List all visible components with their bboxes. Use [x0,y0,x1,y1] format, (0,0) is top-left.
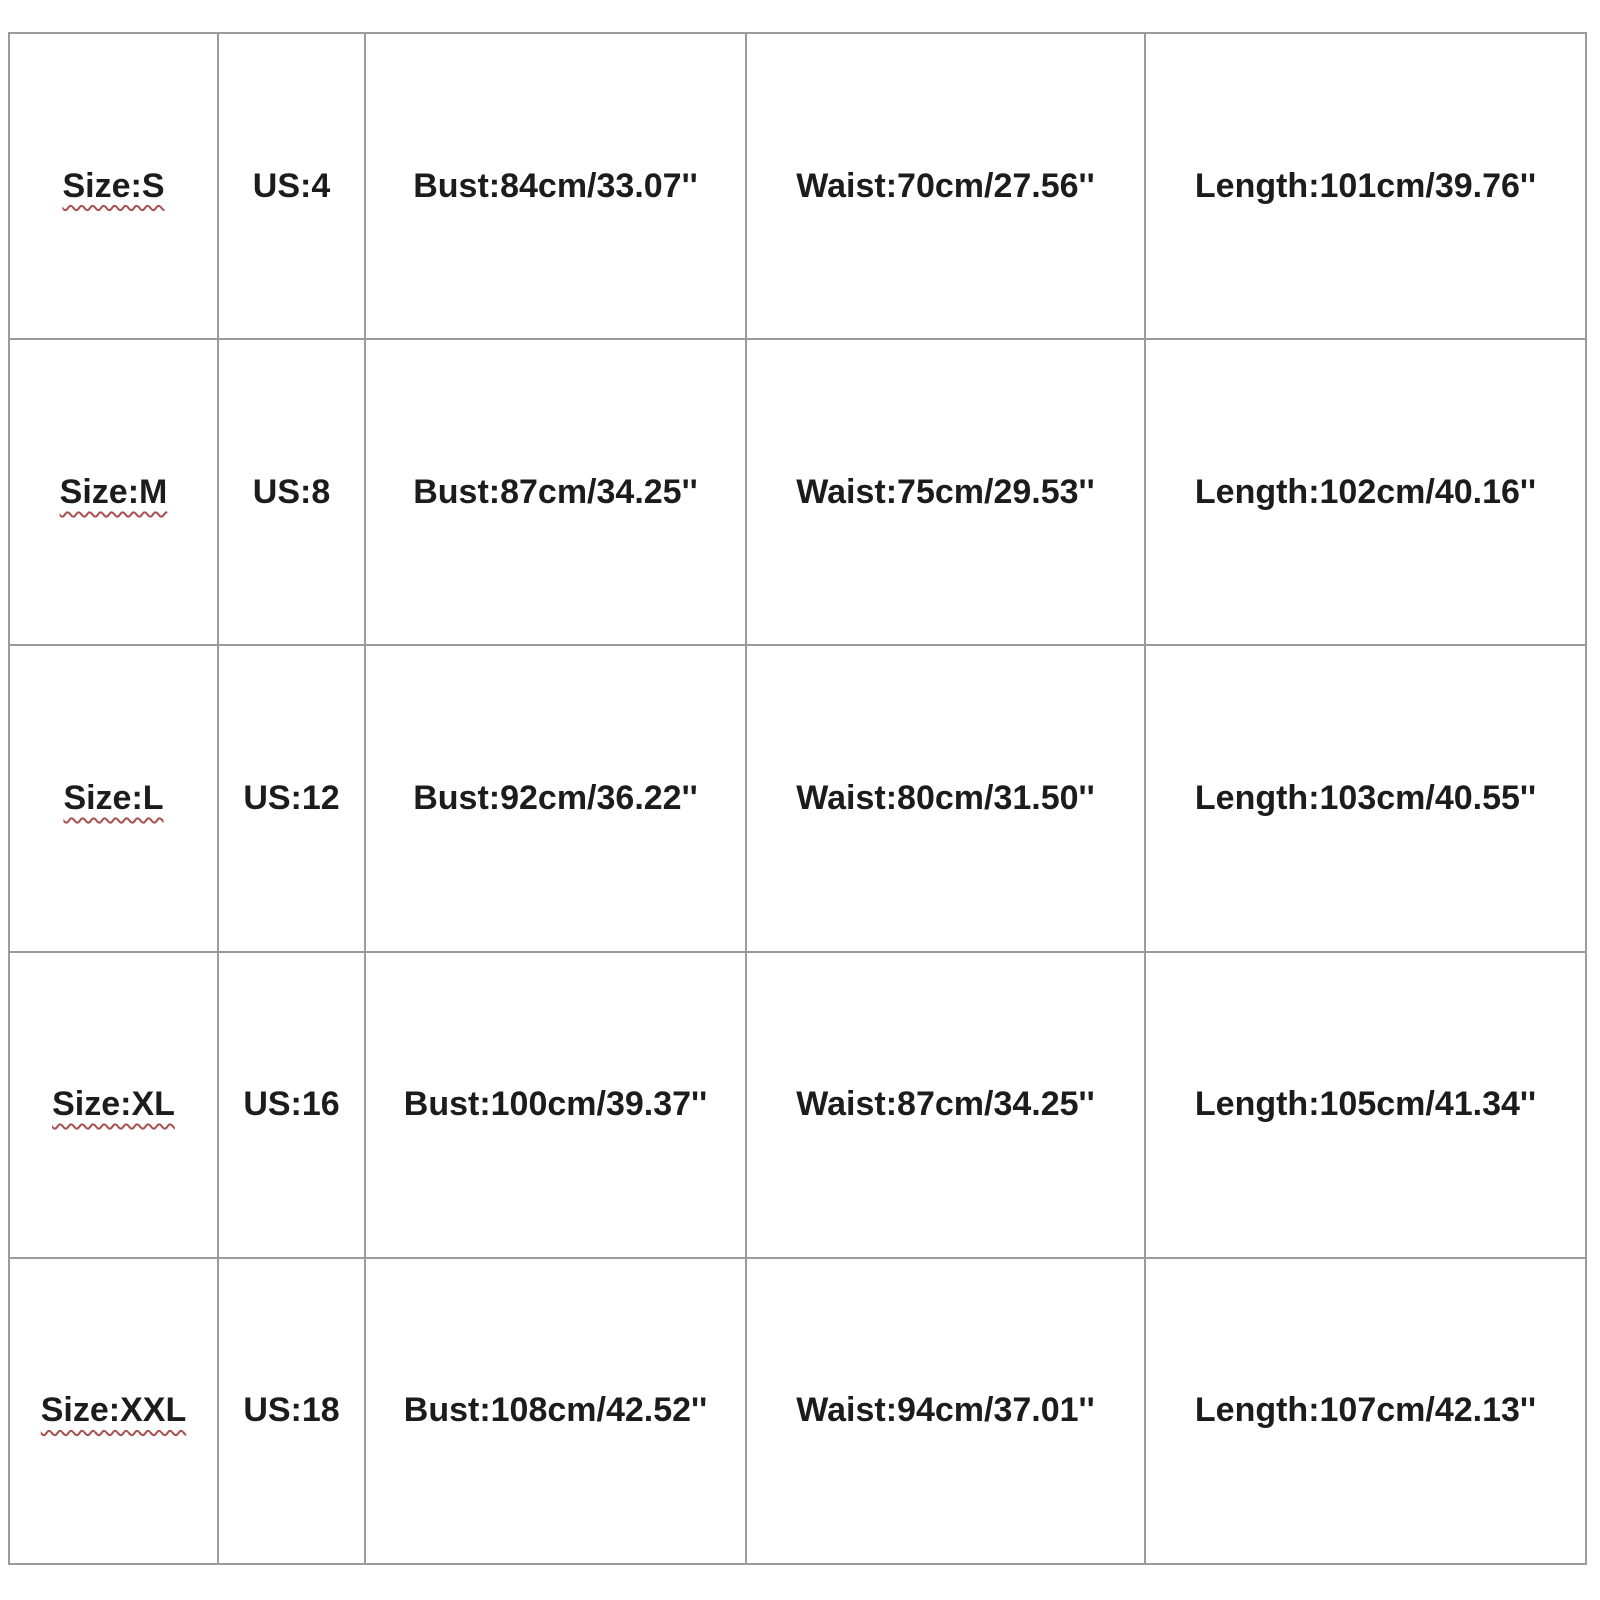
bust-label: Bust:84cm/33.07'' [413,166,698,205]
size-cell [9,339,218,645]
us-cell [218,339,365,645]
length-cell [1145,339,1586,645]
size-cell [9,33,218,339]
waist-label: Waist:70cm/27.56'' [796,166,1095,205]
size-label: Size:XXL [40,1391,187,1430]
size-cell [9,645,218,951]
table-row [9,339,1586,645]
us-cell [218,952,365,1258]
bust-label: Bust:108cm/42.52'' [403,1391,708,1430]
waist-label: Waist:94cm/37.01'' [796,1391,1095,1430]
length-cell [1145,952,1586,1258]
us-label: US:12 [243,778,340,817]
table-row [9,952,1586,1258]
waist-cell [746,1258,1145,1564]
length-label: Length:102cm/40.16'' [1194,472,1537,511]
us-label: US:18 [243,1391,340,1430]
bust-cell [365,339,746,645]
bust-cell [365,952,746,1258]
length-label: Length:103cm/40.55'' [1194,778,1537,817]
size-cell [9,1258,218,1564]
length-cell [1145,33,1586,339]
length-label: Length:101cm/39.76'' [1194,166,1537,205]
us-label: US:8 [252,472,331,511]
size-chart [8,32,1585,1565]
length-label: Length:105cm/41.34'' [1194,1085,1537,1124]
us-cell [218,33,365,339]
table-row [9,1258,1586,1564]
us-cell [218,645,365,951]
waist-cell [746,952,1145,1258]
length-cell [1145,645,1586,951]
bust-cell [365,1258,746,1564]
us-label: US:16 [243,1085,340,1124]
bust-label: Bust:87cm/34.25'' [413,472,698,511]
us-cell [218,1258,365,1564]
bust-label: Bust:92cm/36.22'' [413,778,698,817]
bust-cell [365,33,746,339]
size-label: Size:L [63,778,164,817]
waist-cell [746,339,1145,645]
bust-cell [365,645,746,951]
table-row [9,33,1586,339]
length-label: Length:107cm/42.13'' [1194,1391,1537,1430]
size-label: Size:S [62,166,165,205]
waist-label: Waist:75cm/29.53'' [796,472,1095,511]
waist-cell [746,33,1145,339]
table-row [9,645,1586,951]
waist-label: Waist:80cm/31.50'' [796,778,1095,817]
size-cell [9,952,218,1258]
bust-label: Bust:100cm/39.37'' [403,1085,708,1124]
size-table [8,32,1587,1565]
us-label: US:4 [252,166,331,205]
length-cell [1145,1258,1586,1564]
waist-label: Waist:87cm/34.25'' [796,1085,1095,1124]
size-label: Size:XL [52,1085,175,1124]
waist-cell [746,645,1145,951]
size-label: Size:M [59,472,168,511]
